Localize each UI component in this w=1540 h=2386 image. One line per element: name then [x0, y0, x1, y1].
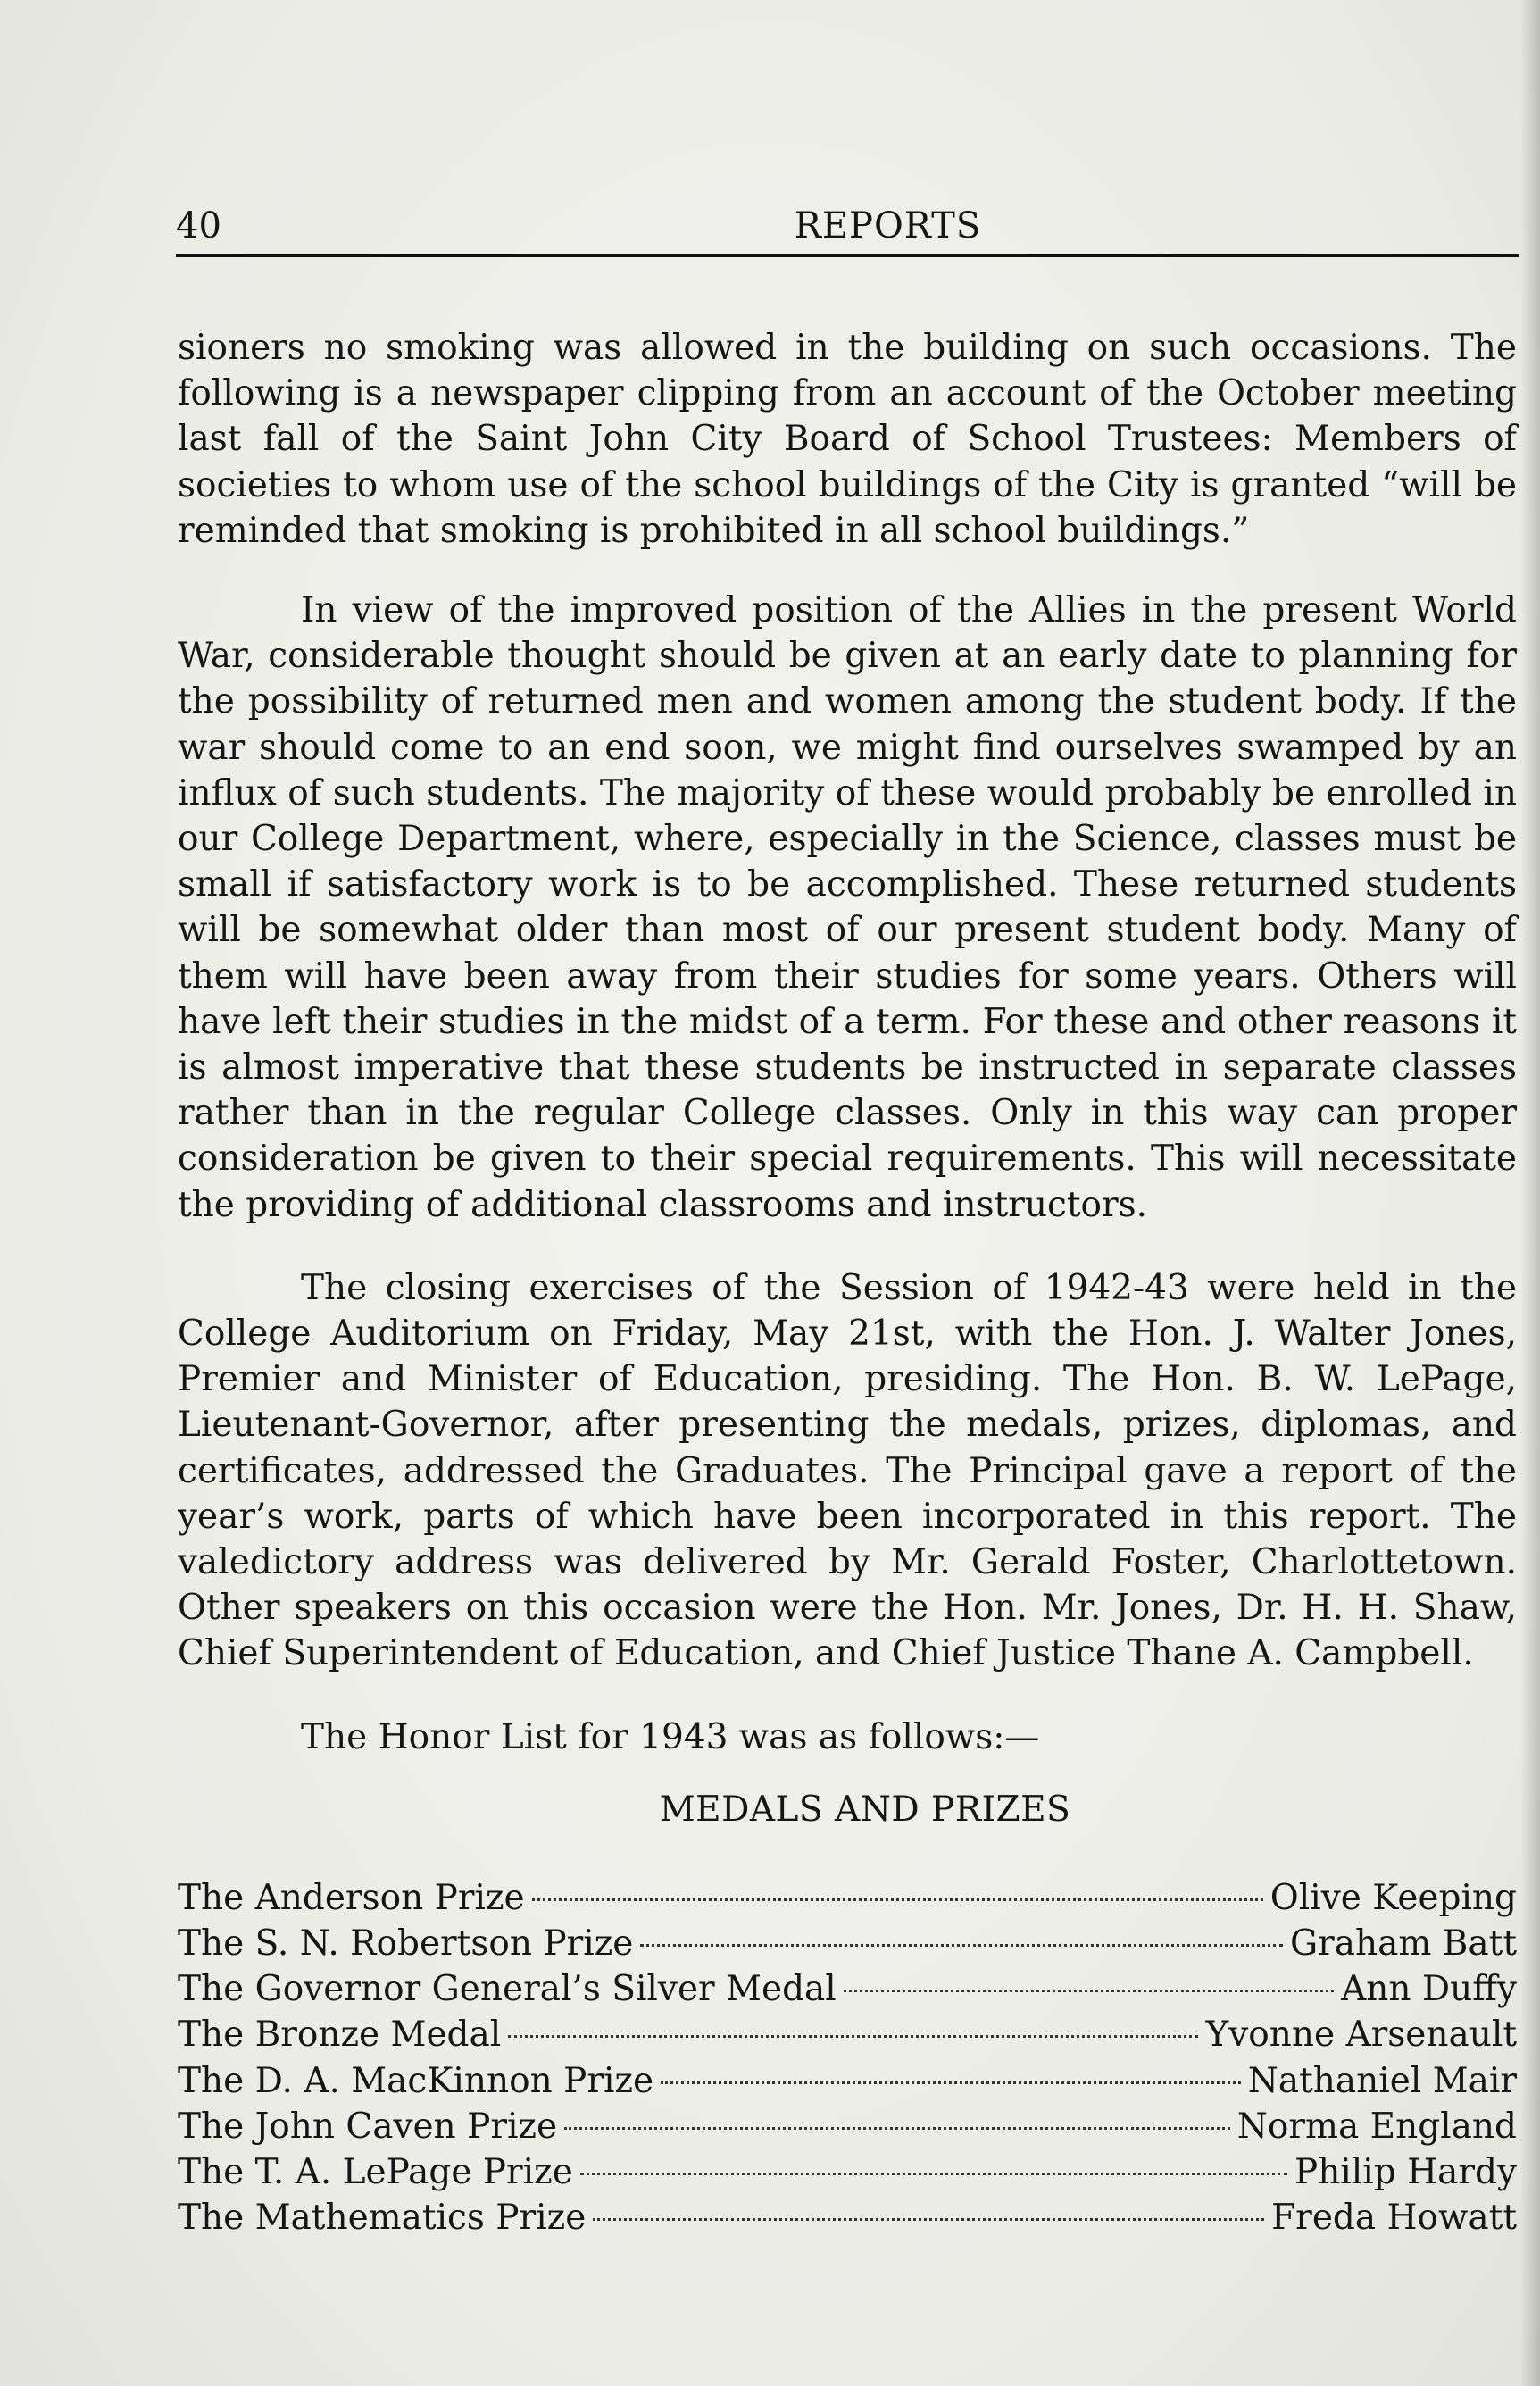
prize-winner: Graham Batt [1289, 1923, 1517, 1965]
dot-leader [844, 1990, 1334, 1992]
prize-name: The D. A. MacKinnon Prize [178, 2060, 654, 2101]
prize-winner: Nathaniel Mair [1247, 2060, 1517, 2101]
prize-row [178, 2195, 1517, 2240]
prize-name: The Anderson Prize [178, 1877, 525, 1918]
prize-row [178, 2058, 1517, 2104]
section-heading: MEDALS AND PRIZES [659, 1789, 1071, 1830]
page-edge-shadow [1520, 0, 1540, 2386]
body-text [178, 325, 1517, 2240]
header-rule [176, 254, 1519, 257]
paragraph-continued: sioners no smoking was allowed in the building on such occasions. The following is a newspaper clipping from an account of the October meeting last fall of the Saint John City Board of School Trustees: Members of societies to whom use of the school buildings of the City is granted “will be reminded that smoking is prohibited in all school buildings.” [178, 328, 1517, 551]
dot-leader [564, 2127, 1230, 2130]
running-head: REPORTS [794, 205, 982, 246]
page-number: 40 [176, 205, 221, 246]
prize-name: The T. A. LePage Prize [178, 2152, 573, 2193]
prize-row [178, 2149, 1517, 2195]
prize-winner: Norma England [1236, 2106, 1517, 2147]
page-header [176, 204, 1519, 248]
paragraph-returned-students: In view of the improved position of the Allies in the present World War, considerable thought should be given at an early date to planning for the possibility of returned men and women among the student body. If the war should come to an end soon, we might find ourselves swamped by an influx of such students. The majority of these would probably be enrolled in our College Department, where, especially in the Science, classes must be small if satisfactory work is to be accomplished. These returned students will be somewhat older than most of our present student body. Many of them will have been away from their studies for some years. Others will have left their studies in the midst of a term. For these and other reasons it is almost imperative that these students be instructed in separate classes rather than in the regular College classes. Only in this way can proper consideration be given to their special requirements. This will necessitate the providing of additional classrooms and instructors. [178, 590, 1517, 1225]
prize-name: The Mathematics Prize [178, 2198, 587, 2239]
prize-winner: Yvonne Arsenault [1205, 2015, 1517, 2056]
prize-name: The S. N. Robertson Prize [178, 1923, 634, 1965]
prize-row [178, 1966, 1517, 2012]
prize-name: The John Caven Prize [178, 2106, 558, 2147]
dot-leader [532, 1898, 1263, 1901]
prize-winner: Freda Howatt [1271, 2198, 1517, 2239]
prize-name: The Governor General’s Silver Medal [178, 1969, 837, 2010]
dot-leader [593, 2218, 1264, 2221]
dot-leader [661, 2081, 1241, 2084]
dot-leader [640, 1944, 1283, 1947]
prize-row [178, 1875, 1517, 1921]
prize-row [178, 1921, 1517, 1966]
prize-list [178, 1875, 1517, 2241]
prize-name: The Bronze Medal [178, 2015, 502, 2056]
prize-winner: Philip Hardy [1294, 2152, 1517, 2193]
dot-leader [580, 2173, 1287, 2175]
paragraph-honor-list-intro: The Honor List for 1943 was as follows:— [301, 1716, 1040, 1757]
prize-winner: Olive Keeping [1269, 1877, 1517, 1918]
prize-winner: Ann Duffy [1341, 1969, 1517, 2010]
paragraph-closing-exercises: The closing exercises of the Session of 1942-43 were held in the College Auditorium on Friday, May 21st, with the Hon. J. Walter Jones, Premier and Minister of Education, presiding. The Hon. B. W. LePage, Lieutenant-Governor, after presenting the medals, prizes, diplomas, and certificates, addressed the Graduates. The Principal gave a report of the year’s work, parts of which have been incorporated in this report. The valedictory address was delivered by Mr. Gerald Foster, Charlottetown. Other speakers on this occasion were the Hon. Mr. Jones, Dr. H. H. Shaw, Chief Superintendent of Education, and Chief Justice Thane A. Campbell. [178, 1267, 1517, 1674]
prize-row [178, 2104, 1517, 2149]
prize-row [178, 2012, 1517, 2057]
dot-leader [508, 2035, 1198, 2038]
